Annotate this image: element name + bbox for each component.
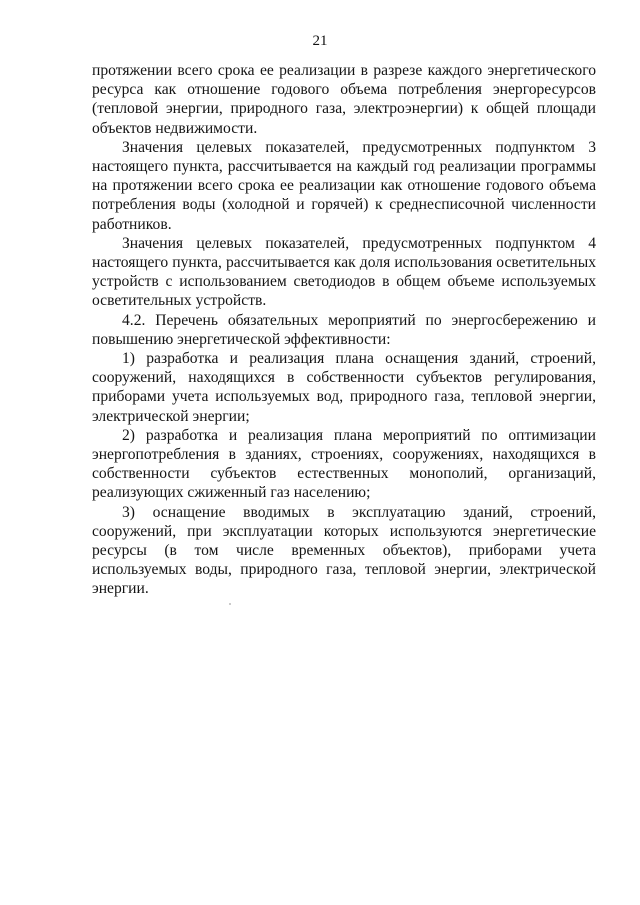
paragraph-target-indicators-4: Значения целевых показателей, предусмотренных подпунктом 4 настоящего пункта, рассчитывается как доля использования осветительных устройств с использованием светодиодов в общем объеме используемых осветительных устройств. [92, 234, 596, 310]
document-body [92, 61, 596, 599]
page-number: 21 [312, 33, 328, 49]
paragraph-target-indicators-3: Значения целевых показателей, предусмотренных подпунктом 3 настоящего пункта, рассчитывается на каждый год реализации программы на протяжении всего срока ее реализации как отношение годового объема потребления воды (холодной и горячей) к среднесписочной численности работников. [92, 138, 596, 233]
paragraph-continuation: протяжении всего срока ее реализации в разрезе каждого энергетического ресурса как отношение годового объема потребления энергоресурсов (тепловой энергии, природного газа, электроэнергии) к общей площади объектов недвижимости. [92, 62, 596, 137]
paragraph-section-4-2: 4.2. Перечень обязательных мероприятий по энергосбережению и повышению энергетической эффективности: [92, 311, 596, 348]
list-item-2: 2) разработка и реализация плана мероприятий по оптимизации энергопотребления в зданиях, строениях, сооружениях, находящихся в собственности субъектов естественных монополий, организаций, реализующих сжиженный газ населению; [92, 426, 596, 502]
scan-speck [229, 603, 231, 605]
list-item-3: 3) оснащение вводимых в эксплуатацию зданий, строений, сооружений, при эксплуатации которых используются энергетические ресурсы (в том числе временных объектов), приборами учета используемых воды, природного газа, тепловой энергии, электрической энергии. [92, 503, 596, 598]
list-item-1: 1) разработка и реализация плана оснащения зданий, строений, сооружений, находящихся в собственности субъектов регулирования, приборами учета используемых вод, природного газа, тепловой энергии, электрической энергии; [92, 350, 596, 425]
